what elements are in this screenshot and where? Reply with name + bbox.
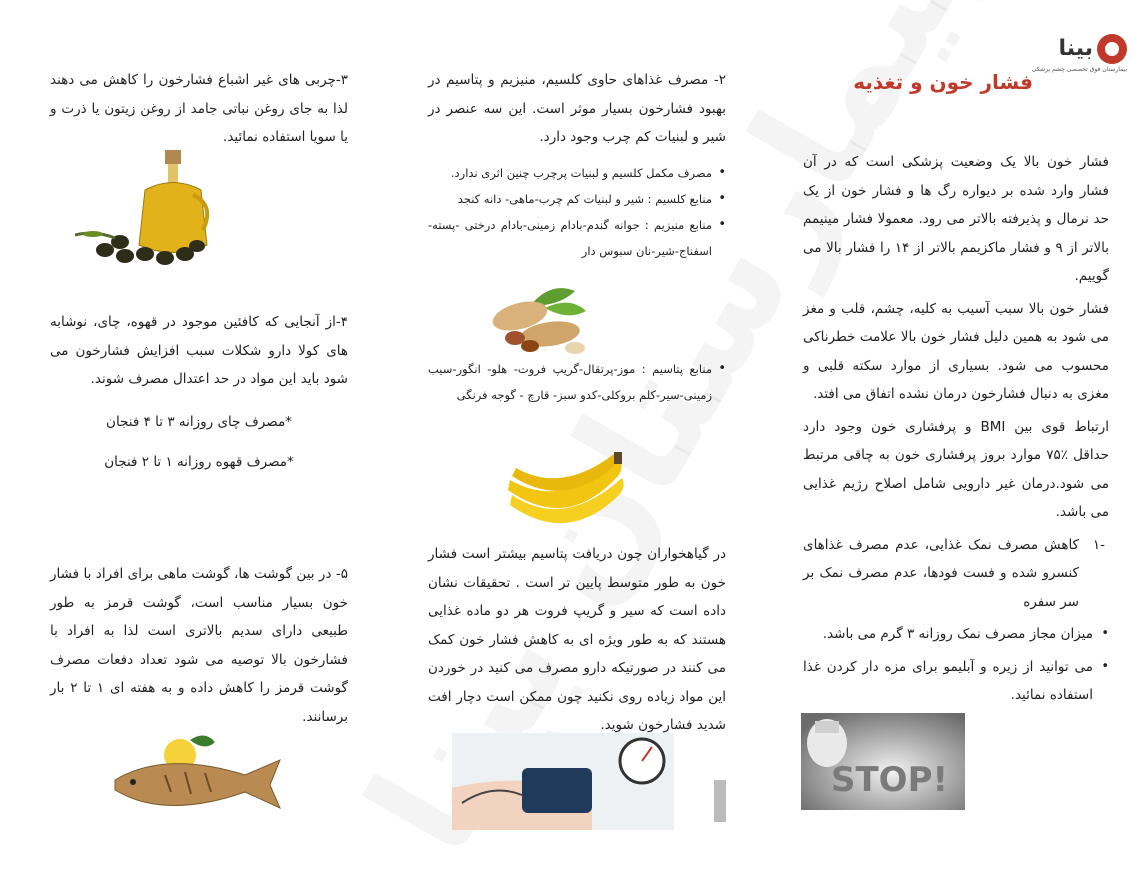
- tea-limit: *مصرف چای روزانه ۳ تا ۴ فنجان: [106, 413, 292, 430]
- blood-pressure-image: [452, 733, 674, 830]
- logo-subtitle: بیمارستان فوق تخصصی چشم پزشکی: [1031, 66, 1127, 73]
- hospital-logo: [1032, 34, 1127, 78]
- damage-paragraph: فشار خون بالا سبب آسیب به کلیه، چشم، قلب و مغز می شود به همین دلیل فشار خون بالا علامت خطرناکی محسوب می شود. بسیاری از موارد سکته قلبی و مغزی به دنبال فشارخون درمان نشده اتفاق می افتد.: [803, 300, 1109, 402]
- vegetarian-block: [428, 540, 726, 740]
- stop-text: STOP!: [831, 760, 949, 800]
- list-item: • مصرف مکمل کلسیم و لبنیات پرچرب چنین اثری ندارد.: [428, 160, 726, 186]
- numbered-item-1: [803, 531, 1109, 617]
- right-column: [803, 148, 1109, 710]
- caffeine-block: [50, 308, 348, 477]
- bmi-paragraph: ارتباط قوی بین BMI و پرفشاری خون وجود دارد حداقل ٪۷۵ موارد بروز پرفشاری خون به چاقی مرتبط می شود.درمان غیر دارویی شامل اصلاح رژیم غذایی می باشد.: [803, 418, 1110, 520]
- vegetarian-paragraph: در گیاهخواران چون دریافت پتاسیم بیشتر است فشار خون به طور متوسط پایین تر است . تحقیقات نشان داده است که سیر و گریپ فروت هر دو ماده غذایی هستند که به طور ویژه ای به کاهش فشار خون کمک می کنند در صورتیکه دارو مصرف می کنید در خوردن این مواد زیاده روی نکنید چون ممکن است دچار افت شدید فشارخون شوید.: [428, 546, 726, 733]
- left-column: [50, 66, 348, 152]
- caffeine-paragraph: ۴-از آنجایی که کافئین موجود در قهوه، چای، نوشابه های کولا دارو شکلات سبب افزایش فشارخون می شود باید این مواد در حد اعتدال مصرف شوند.: [50, 314, 348, 387]
- potassium-bullets: [428, 356, 726, 408]
- list-item: • منابع پتاسیم : موز-پرتقال-گریپ فروت- هلو- انگور-سیب زمینی-سیر-کلم بروکلی-کدو سبز- قارچ - گوجه فرنگی: [428, 356, 726, 408]
- salt-bullets: [803, 620, 1109, 710]
- list-item: • منابع منیزیم : جوانه گندم-بادام زمینی-بادام درختی -پسته-اسفناج-شیر-نان سبوس دار: [428, 212, 726, 264]
- list-item: • میزان مجاز مصرف نمک روزانه ۳ گرم می باشد.: [803, 620, 1109, 649]
- fish-image: [105, 730, 285, 820]
- bananas-image: [502, 450, 628, 530]
- coffee-limit: *مصرف قهوه روزانه ۱ تا ۲ فنجان: [104, 454, 294, 470]
- potassium-block: [428, 356, 726, 408]
- minerals-paragraph: ۲- مصرف غذاهای حاوی کلسیم، منیزیم و پتاسیم در بهبود فشارخون بسیار موثر است. این سه عنصر در شیر و لبنیات کم چرب وجود دارد.: [428, 72, 726, 145]
- page-title: فشار خون و تغذیه: [853, 70, 1033, 94]
- salt-stop-image: [801, 713, 965, 810]
- minerals-bullets: [428, 160, 726, 264]
- eye-logo-icon: [1097, 34, 1127, 64]
- logo-name: بینا: [1058, 36, 1093, 61]
- middle-column: [428, 66, 726, 264]
- fish-block: [50, 560, 348, 731]
- fats-paragraph: ۳-چربی های غیر اشباع فشارخون را کاهش می دهند لذا به جای روغن نباتی جامد از روغن زیتون یا ذرت و یا سویا استفاده نمائید.: [50, 72, 348, 145]
- item-number: -۱: [1092, 536, 1105, 553]
- olive-oil-image: [75, 150, 215, 270]
- fish-paragraph: ۵- در بین گوشت ها، گوشت ماهی برای افراد با فشار خون بسیار مناسب است، گوشت قرمز به طور طبیعی دارای سدیم بالاتری است لذا به افراد با فشارخون بالا توصیه می شود تعداد دفعات مصرف گوشت قرمز را کاهش داده و به هفته ای ۱ تا ۲ بار برسانند.: [50, 566, 348, 725]
- list-item: • منابع کلسیم : شیر و لبنیات کم چرب-ماهی- دانه کنجد: [428, 186, 726, 212]
- list-item: • می توانید از زیره و آبلیمو برای مزه دار کردن غذا استفاده نمائید.: [803, 653, 1109, 710]
- peanuts-image: [490, 276, 590, 358]
- intro-paragraph: فشار خون بالا یک وضعیت پزشکی است که در آن فشار وارد شده بر دیواره رگ ها و فشار خون از یک حد نرمال و پذیرفته بالاتر می رود. معمولا فشار مینیمم بالاتر از ۹ و فشار ماکزیمم بالاتر از ۱۴ را فشار بالا می گوییم.: [803, 154, 1109, 284]
- item-text: کاهش مصرف نمک غذایی، عدم مصرف غذاهای کنسرو شده و فست فودها، عدم مصرف نمک بر سر سفره: [803, 536, 1079, 610]
- scrollbar[interactable]: [714, 780, 726, 822]
